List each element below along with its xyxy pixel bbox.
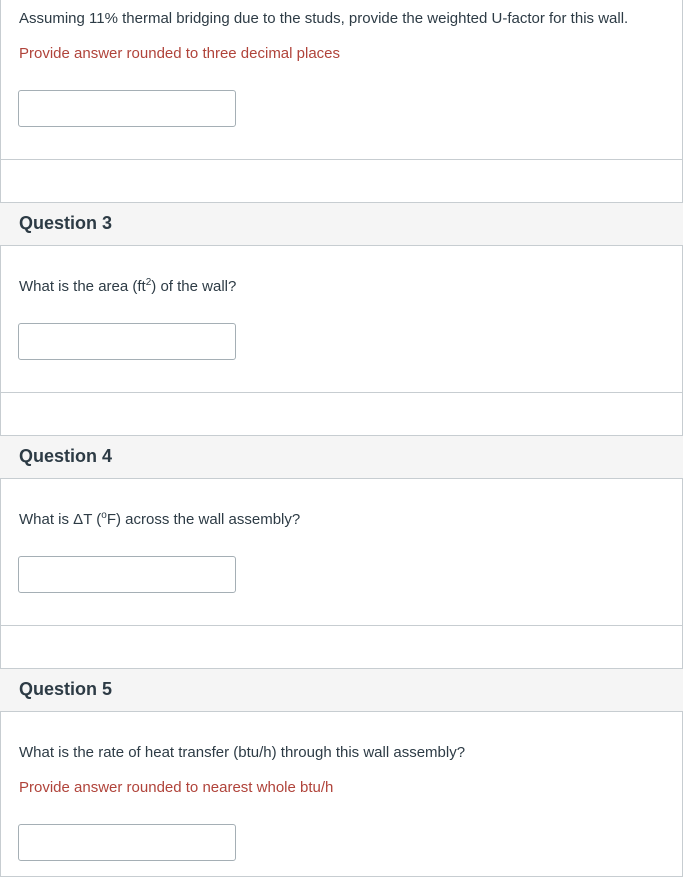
question3-answer-input[interactable] bbox=[18, 323, 236, 360]
question3-text-before: What is the area (ft bbox=[19, 278, 146, 295]
divider bbox=[0, 625, 683, 626]
question5-answer-input[interactable] bbox=[18, 824, 236, 861]
question4-text bbox=[19, 511, 300, 528]
question3-text-after: ) of the wall? bbox=[151, 278, 237, 295]
divider bbox=[0, 159, 683, 160]
question4-superscript: o bbox=[101, 510, 107, 521]
question5-title: Question 5 bbox=[19, 679, 113, 699]
question3-header bbox=[0, 202, 683, 246]
question2-answer-input[interactable] bbox=[18, 90, 236, 127]
question5-note: Provide answer rounded to nearest whole btu/h bbox=[19, 779, 334, 796]
question4-title: Question 4 bbox=[19, 446, 113, 466]
question3-text bbox=[19, 278, 236, 295]
question4-header bbox=[0, 435, 683, 479]
question4-text-after: F) across the wall assembly? bbox=[106, 511, 301, 528]
question5-header bbox=[0, 668, 683, 712]
question5-text: What is the rate of heat transfer (btu/h) through this wall assembly? bbox=[19, 744, 466, 761]
question3-superscript: 2 bbox=[145, 277, 152, 288]
question4-text-before: What is ΔT ( bbox=[19, 511, 102, 528]
question2-text: Assuming 11% thermal bridging due to the studs, provide the weighted U-factor for this wall. bbox=[19, 10, 629, 27]
question2-note: Provide answer rounded to three decimal places bbox=[19, 45, 341, 62]
divider bbox=[0, 392, 683, 393]
question4-answer-input[interactable] bbox=[18, 556, 236, 593]
question3-title: Question 3 bbox=[19, 213, 113, 233]
